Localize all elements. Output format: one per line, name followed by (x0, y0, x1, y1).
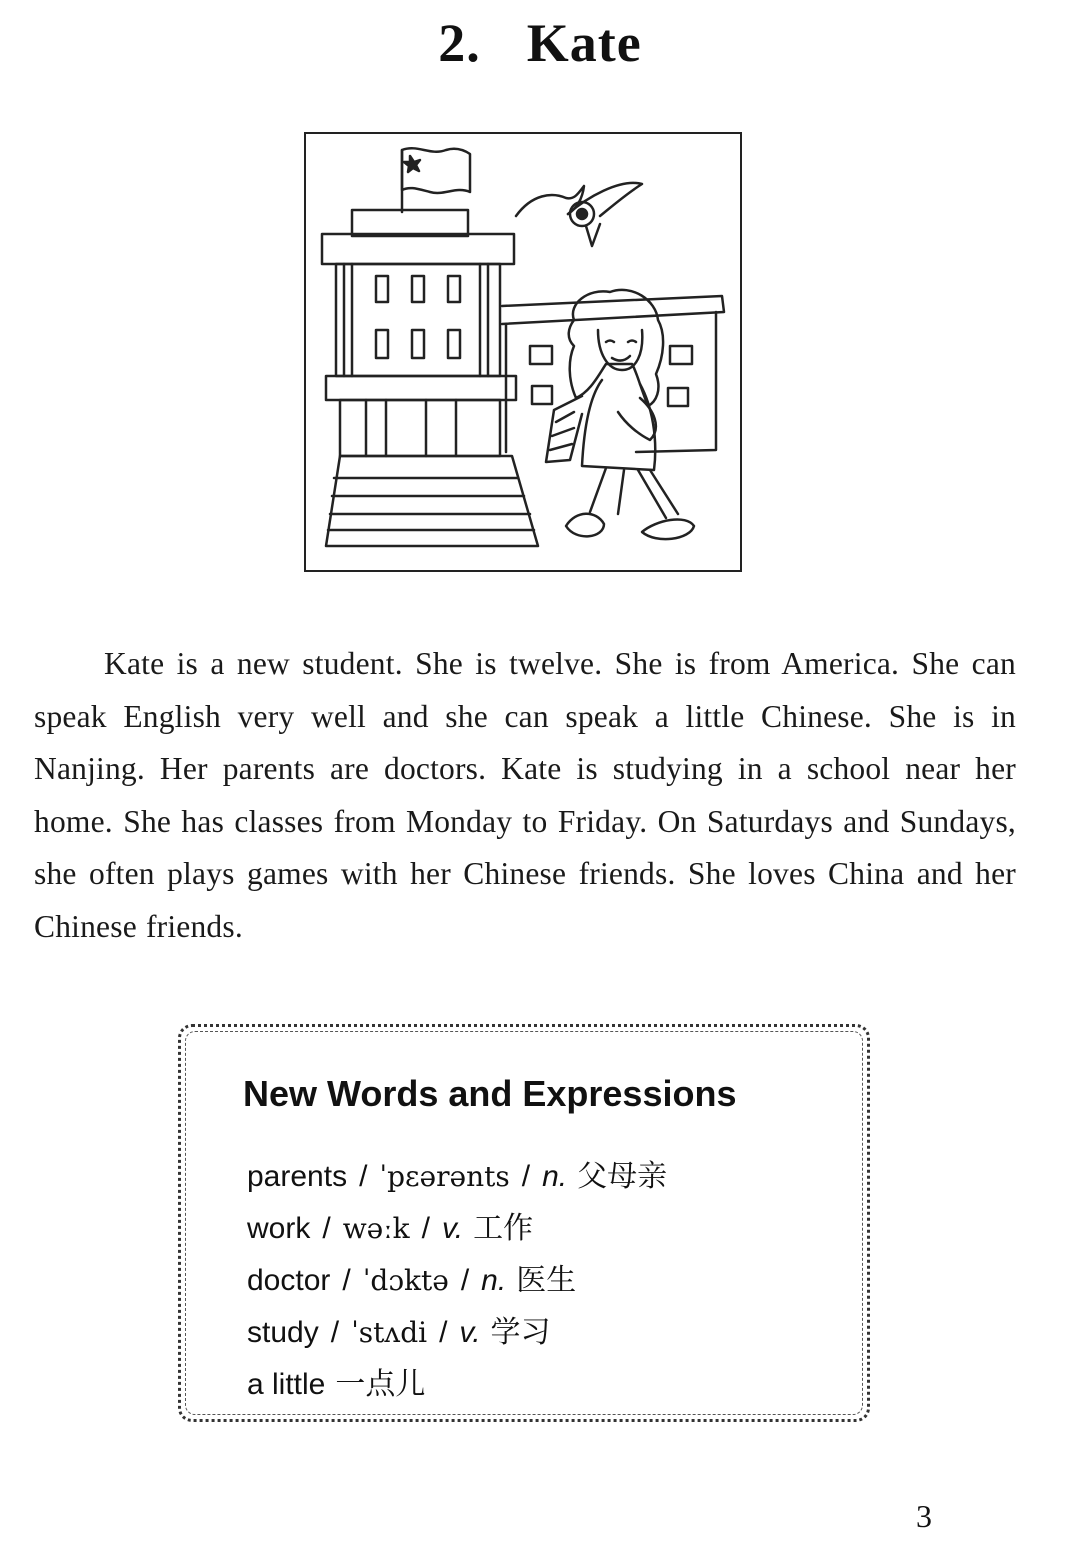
vocab-item (247, 1359, 667, 1411)
vocab-meaning: 一点儿 (335, 1367, 426, 1402)
vocabulary-list (247, 1151, 667, 1411)
vocabulary-box (178, 1024, 870, 1422)
page-number: 3 (916, 1498, 932, 1534)
vocab-item: study / ˈstʌdi / v. 学习 (247, 1315, 551, 1350)
story-paragraph: Kate is a new student. She is twelve. She is from America. She can speak English very well and she can speak a little Chinese. She is in Nanjing. Her parents are doctors. Kate is studying in a school near her home. She has classes from Monday to Friday. On Saturdays and Sundays, she often plays games with her Chinese friends. She loves China and her Chinese friends. (34, 646, 1016, 944)
school-building-icon (322, 210, 724, 546)
vocab-part-of-speech: v. (459, 1316, 481, 1349)
vocab-meaning: 医生 (516, 1263, 577, 1298)
bird-icon (516, 183, 642, 246)
vocab-phonetic: ˈstʌdi (351, 1316, 428, 1349)
vocab-word: study (247, 1316, 319, 1349)
vocab-item: doctor / ˈdɔktə / n. 医生 (247, 1263, 577, 1298)
vocab-word: parents (247, 1160, 348, 1193)
vocab-meaning: 学习 (490, 1315, 551, 1350)
vocab-item: work / wəːk / v. 工作 (247, 1211, 534, 1246)
vocab-word: doctor (247, 1264, 331, 1297)
vocab-part-of-speech: n. (481, 1264, 507, 1297)
vocab-part-of-speech: n. (542, 1160, 568, 1193)
lesson-title (0, 12, 1080, 74)
vocab-phonetic: ˈpεərənts (379, 1160, 510, 1193)
vocab-word: a little (247, 1368, 326, 1401)
lesson-name: Kate (526, 13, 642, 73)
vocab-phonetic: wəːk (342, 1212, 410, 1245)
vocab-meaning: 工作 (473, 1211, 534, 1246)
vocab-phonetic: ˈdɔktə (362, 1264, 449, 1297)
vocabulary-heading: New Words and Expressions (243, 1073, 737, 1114)
vocab-item: parents / ˈpεərənts / n. 父母亲 (247, 1159, 668, 1194)
vocab-meaning: 父母亲 (577, 1159, 668, 1194)
flag-icon (402, 148, 470, 212)
lesson-illustration (304, 132, 742, 572)
vocab-part-of-speech: v. (441, 1212, 464, 1245)
lesson-number: 2. (438, 13, 481, 73)
girl-icon (546, 290, 694, 539)
vocab-word: work (247, 1212, 311, 1245)
